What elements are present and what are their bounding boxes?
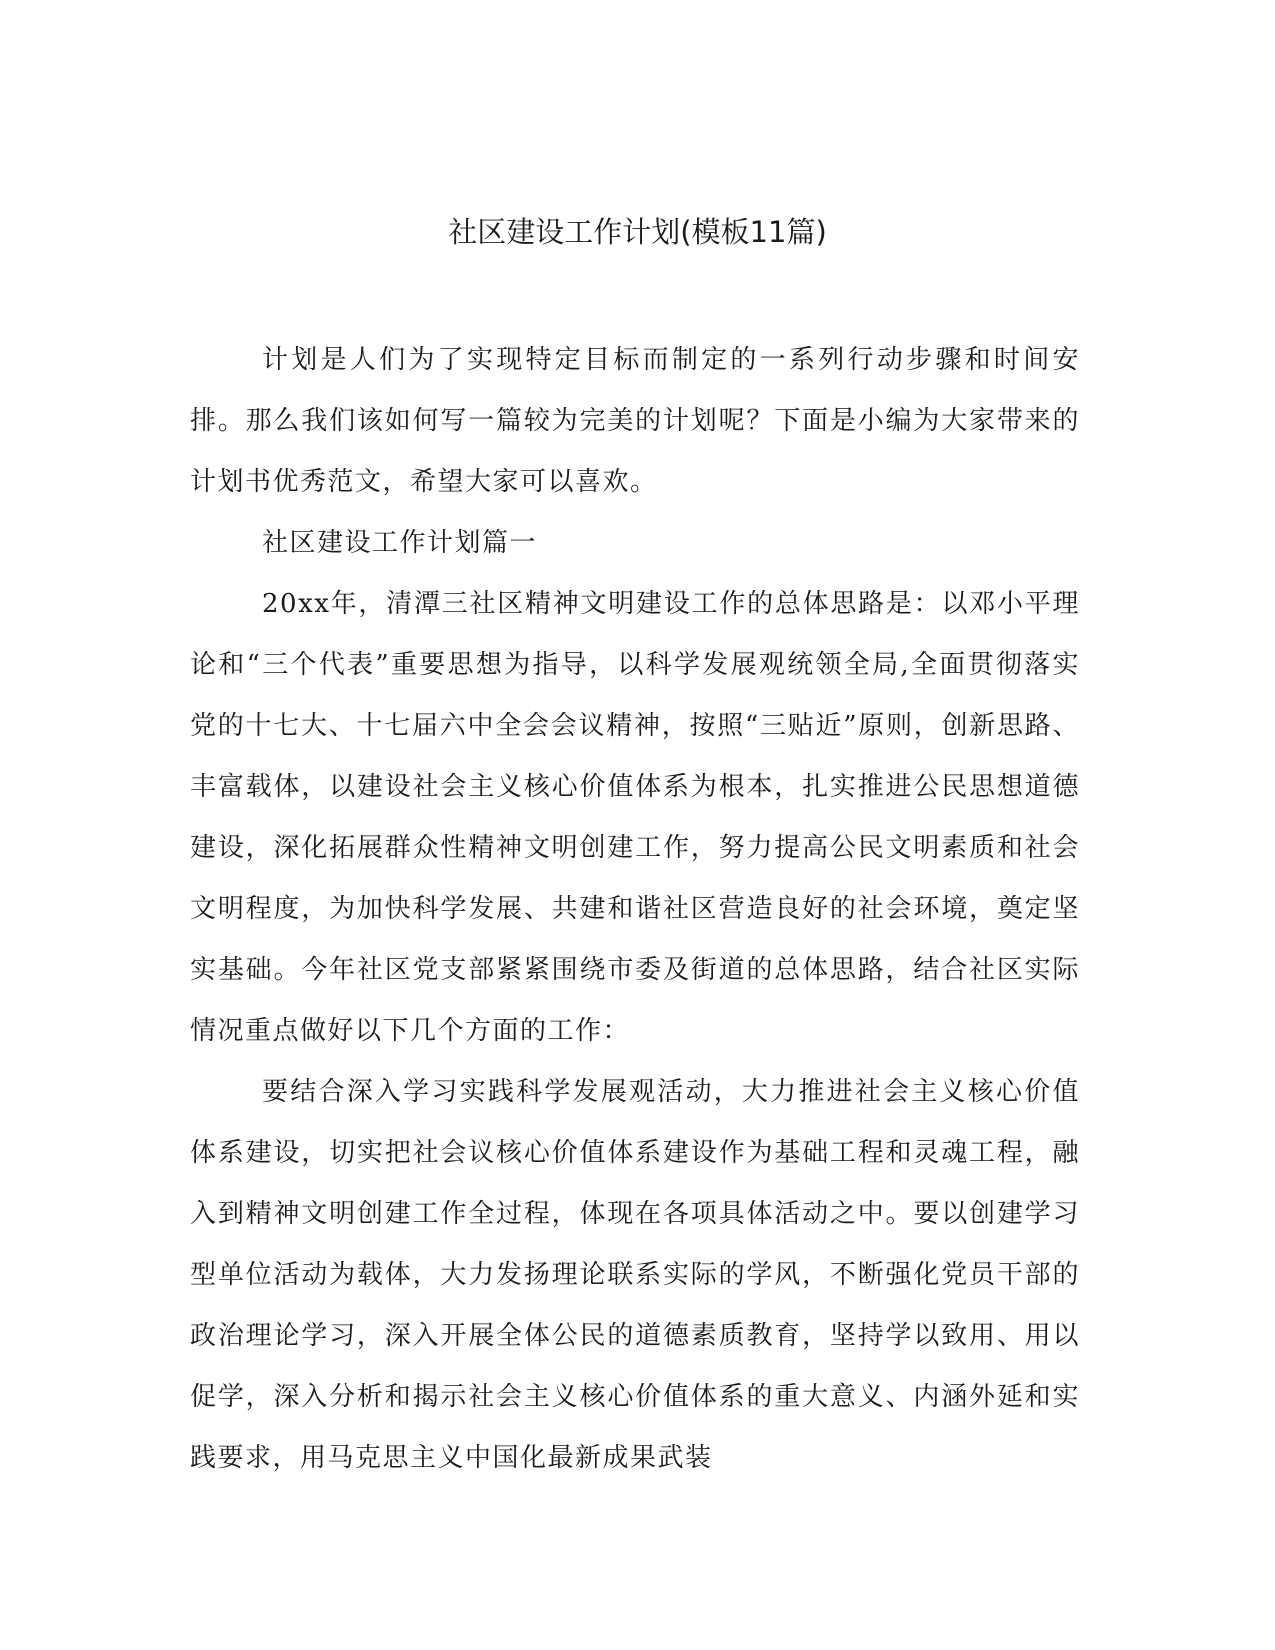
- section-heading: 社区建设工作计划篇一: [262, 528, 538, 558]
- intro-paragraph: 计划是人们为了实现特定目标而制定的一系列行动步骤和时间安排。那么我们该如何写一篇较为完美的计划呢？下面是小编为大家带来的计划书优秀范文，希望大家可以喜欢。: [190, 345, 1080, 497]
- document-title: 社区建设工作计划(模板11篇): [448, 215, 827, 249]
- body-paragraph: 20xx年，清潭三社区精神文明建设工作的总体思路是：以邓小平理论和“三个代表”重要思想为指导，以科学发展观统领全局,全面贯彻落实党的十七大、十七届六中全会会议精神，按照“三贴近”原则，创新思路、丰富载体，以建设社会主义核心价值体系为根本，扎实推进公民思想道德建设，深化拓展群众性精神文明创建工作，努力提高公民文明素质和社会文明程度，为加快科学发展、共建和谐社区营造良好的社会环境，奠定坚实基础。今年社区党支部紧紧围绕市委及街道的总体思路，结合社区实际情况重点做好以下几个方面的工作：: [190, 589, 1080, 1046]
- document-body: [190, 330, 1080, 1489]
- body-paragraph: 要结合深入学习实践科学发展观活动，大力推进社会主义核心价值体系建设，切实把社会议核心价值体系建设作为基础工程和灵魂工程，融入到精神文明创建工作全过程，体现在各项具体活动之中。要以创建学习型单位活动为载体，大力发扬理论联系实际的学风，不断强化党员干部的政治理论学习，深入开展全体公民的道德素质教育，坚持学以致用、用以促学，深入分析和揭示社会主义核心价值体系的重大意义、内涵外延和实践要求，用马克思主义中国化最新成果武装: [190, 1077, 1080, 1473]
